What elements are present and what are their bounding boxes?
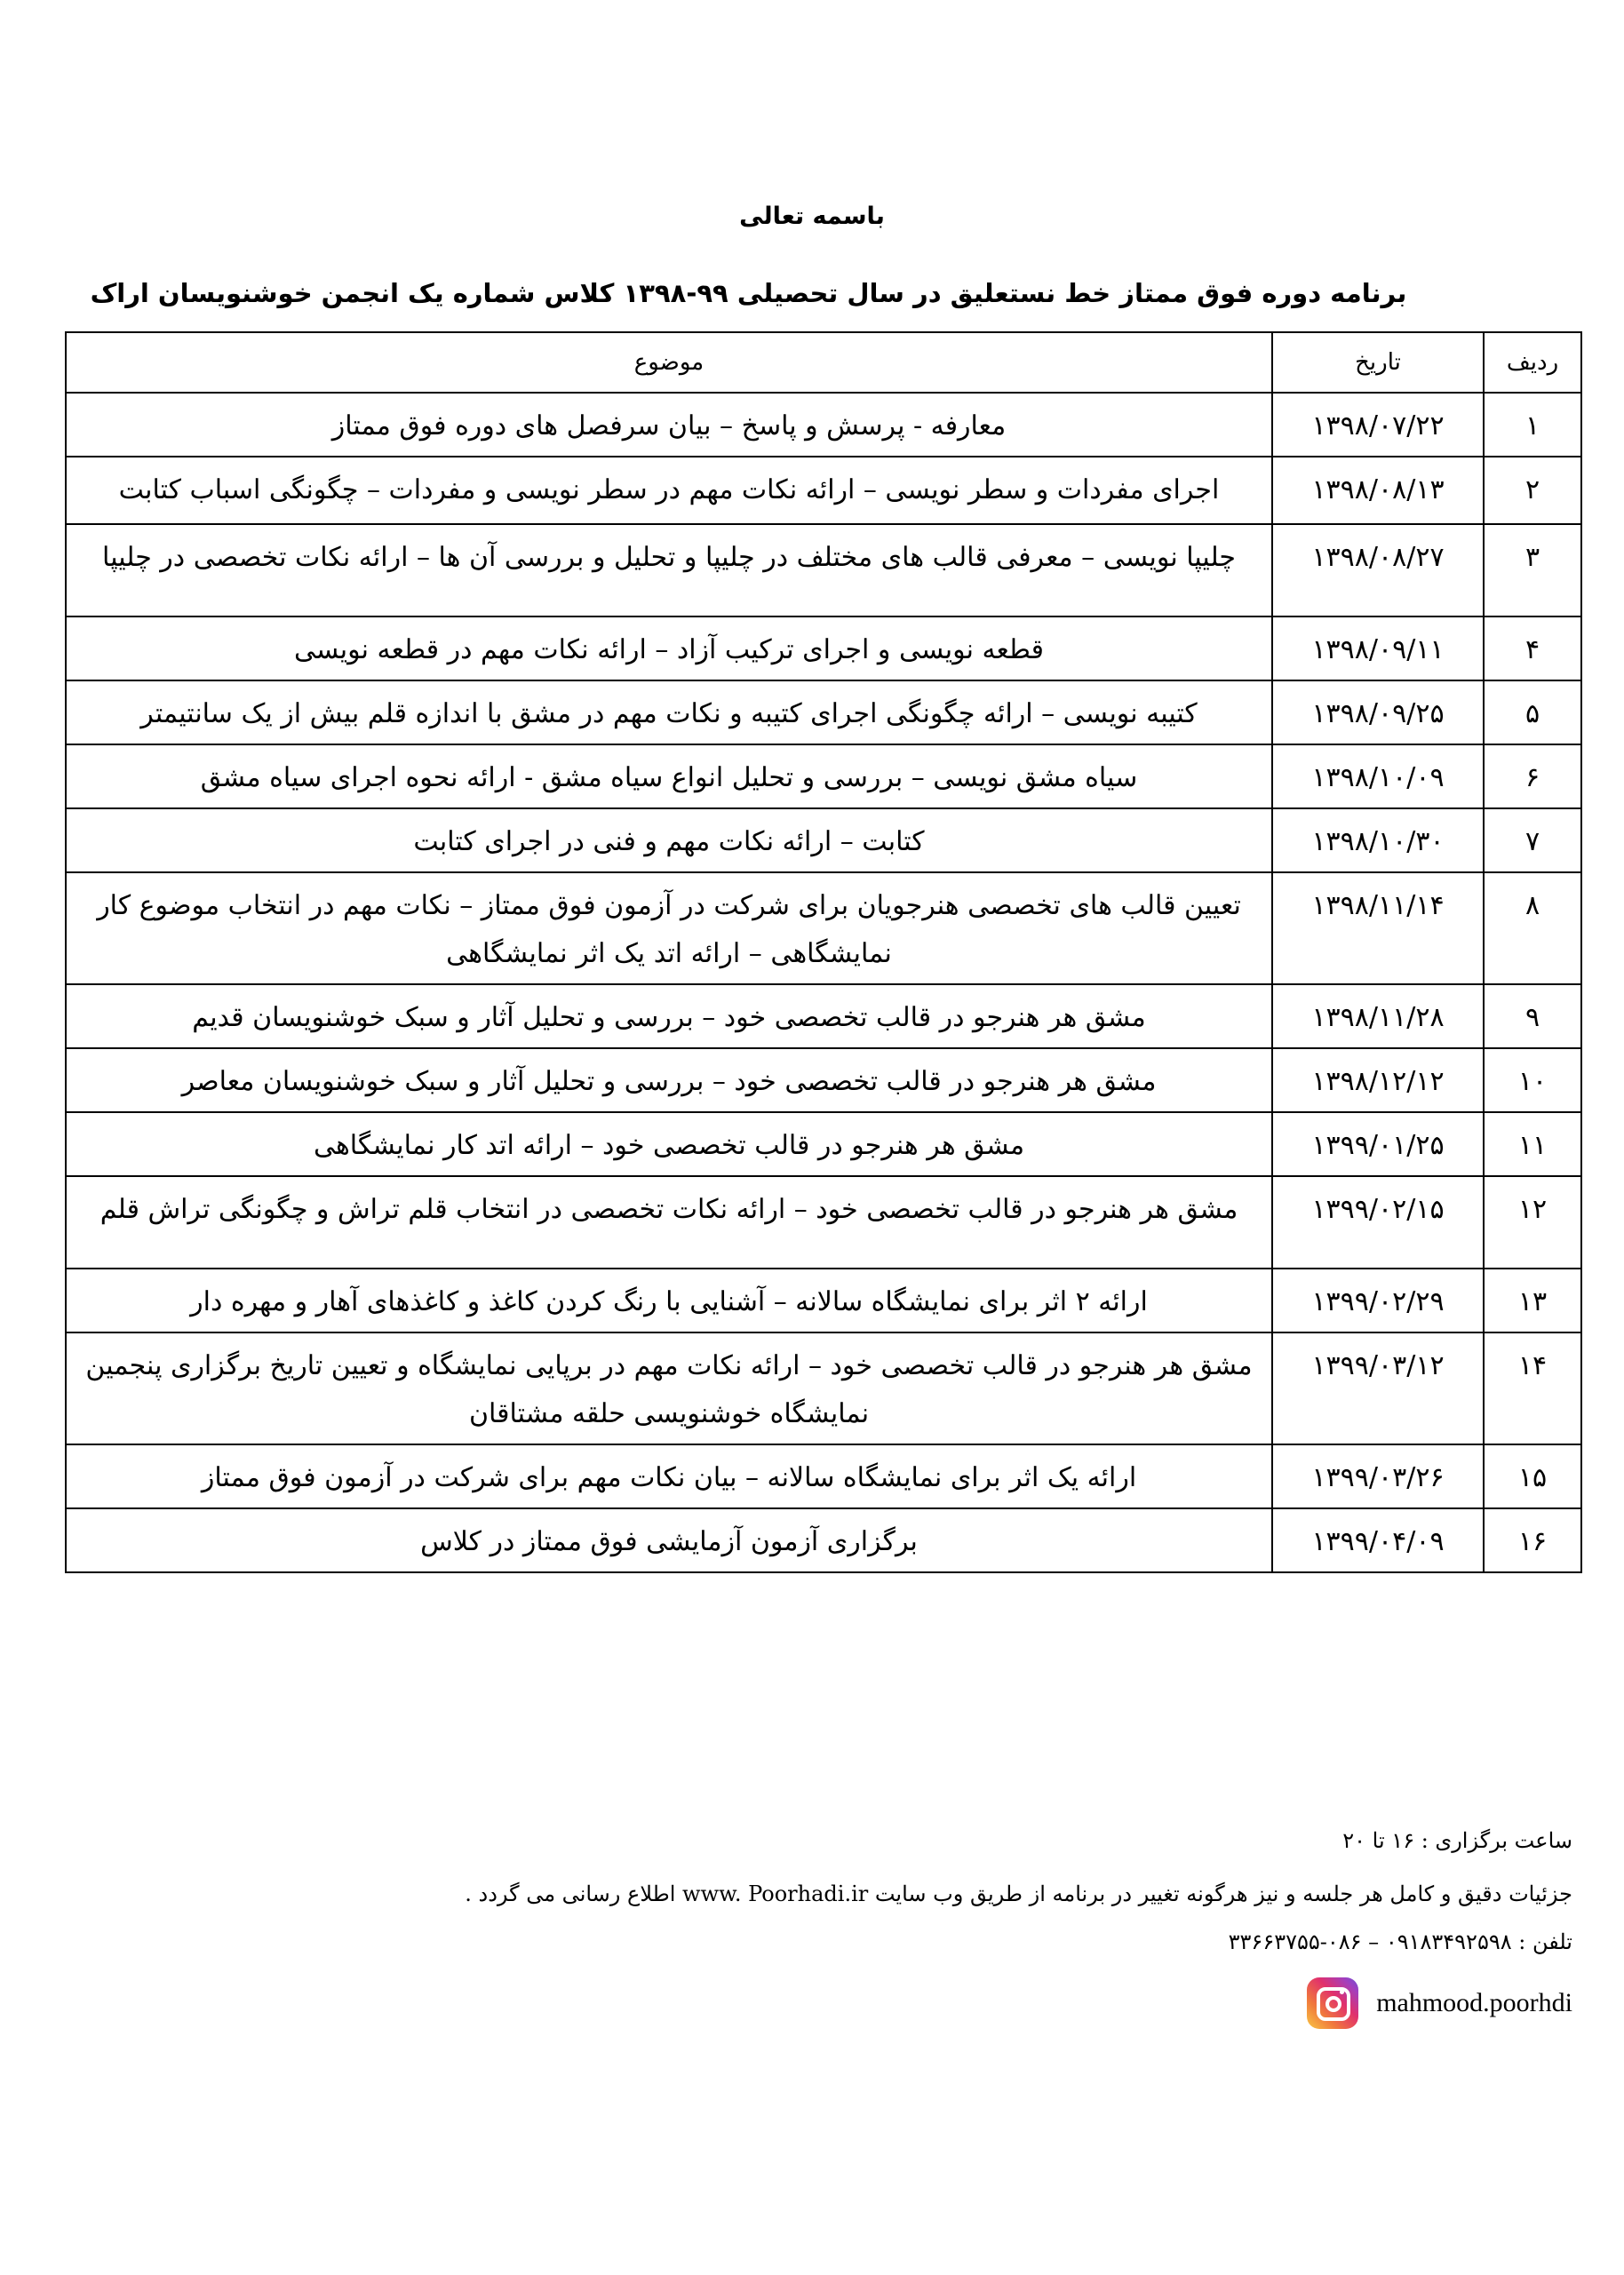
- row-number-cell: ۱۴: [1484, 1332, 1581, 1444]
- topic-cell: سیاه مشق نویسی – بررسی و تحلیل انواع سیاه مشق - ارائه نحوه اجرای سیاه مشق: [66, 744, 1272, 808]
- date-cell: ۱۳۹۸/۰۷/۲۲: [1272, 393, 1484, 457]
- table-row: [66, 1508, 1581, 1572]
- table-row: [66, 457, 1581, 524]
- date-cell: ۱۳۹۹/۰۳/۲۶: [1272, 1444, 1484, 1508]
- table-row: [66, 1269, 1581, 1332]
- date-cell: ۱۳۹۸/۱۰/۳۰: [1272, 808, 1484, 872]
- session-hours: ساعت برگزاری : ۱۶ تا ۲۰: [1342, 1828, 1572, 1853]
- date-cell: ۱۳۹۸/۱۱/۱۴: [1272, 872, 1484, 984]
- topic-cell: کتابت – ارائه نکات مهم و فنی در اجرای کتابت: [66, 808, 1272, 872]
- topic-cell: قطعه نویسی و اجرای ترکیب آزاد – ارائه نکات مهم در قطعه نویسی: [66, 616, 1272, 680]
- topic-cell: چلیپا نویسی – معرفی قالب های مختلف در چلیپا و تحلیل و بررسی آن ها – ارائه نکات تخصصی در چلیپا: [66, 524, 1272, 616]
- row-number-cell: ۲: [1484, 457, 1581, 524]
- row-number-cell: ۹: [1484, 984, 1581, 1048]
- table-row: [66, 872, 1581, 984]
- table-header-row: [66, 332, 1581, 393]
- column-header-date: تاریخ: [1272, 332, 1484, 393]
- row-number-cell: ۶: [1484, 744, 1581, 808]
- table-row: [66, 616, 1581, 680]
- table-row: [66, 984, 1581, 1048]
- date-cell: ۱۳۹۹/۰۴/۰۹: [1272, 1508, 1484, 1572]
- instagram-icon: [1307, 1977, 1358, 2029]
- topic-cell: ارائه یک اثر برای نمایشگاه سالانه – بیان نکات مهم برای شرکت در آزمون فوق ممتاز: [66, 1444, 1272, 1508]
- table-row: [66, 393, 1581, 457]
- topic-cell: برگزاری آزمون آزمایشی فوق ممتاز در کلاس: [66, 1508, 1272, 1572]
- date-cell: ۱۳۹۸/۱۲/۱۲: [1272, 1048, 1484, 1112]
- date-cell: ۱۳۹۹/۰۲/۱۵: [1272, 1176, 1484, 1269]
- date-cell: ۱۳۹۹/۰۱/۲۵: [1272, 1112, 1484, 1176]
- row-number-cell: ۸: [1484, 872, 1581, 984]
- row-number-cell: ۱: [1484, 393, 1581, 457]
- row-number-cell: ۵: [1484, 680, 1581, 744]
- table-row: [66, 680, 1581, 744]
- date-cell: ۱۳۹۹/۰۲/۲۹: [1272, 1269, 1484, 1332]
- topic-cell: مشق هر هنرجو در قالب تخصصی خود – ارائه نکات تخصصی در انتخاب قلم تراش و چگونگی تراش قلم: [66, 1176, 1272, 1269]
- topic-cell: کتیبه نویسی – ارائه چگونگی اجرای کتیبه و نکات مهم در مشق با اندازه قلم بیش از یک سانتیمتر: [66, 680, 1272, 744]
- table-row: [66, 744, 1581, 808]
- row-number-cell: ۱۱: [1484, 1112, 1581, 1176]
- column-header-topic: موضوع: [66, 332, 1272, 393]
- date-cell: ۱۳۹۹/۰۳/۱۲: [1272, 1332, 1484, 1444]
- column-header-row-number: ردیف: [1484, 332, 1581, 393]
- topic-cell: مشق هر هنرجو در قالب تخصصی خود – ارائه اتد کار نمایشگاهی: [66, 1112, 1272, 1176]
- website-notice: جزئیات دقیق و کامل هر جلسه و نیز هرگونه تغییر در برنامه از طریق وب سایت www. Poorhadi.ir اطلاع رسانی می گردد .: [465, 1881, 1572, 1906]
- topic-cell: مشق هر هنرجو در قالب تخصصی خود – بررسی و تحلیل آثار و سبک خوشنویسان معاصر: [66, 1048, 1272, 1112]
- table-row: [66, 524, 1581, 616]
- row-number-cell: ۱۵: [1484, 1444, 1581, 1508]
- topic-cell: ارائه ۲ اثر برای نمایشگاه سالانه – آشنایی با رنگ کردن کاغذ و کاغذهای آهار و مهره دار: [66, 1269, 1272, 1332]
- row-number-cell: ۱۲: [1484, 1176, 1581, 1269]
- table-row: [66, 1112, 1581, 1176]
- basmala-heading: باسمه تعالی: [739, 203, 885, 230]
- phone-numbers: تلفن : ۰۹۱۸۳۴۹۲۵۹۸ – ۰۸۶-۳۳۶۶۳۷۵۵: [1228, 1929, 1572, 1954]
- row-number-cell: ۳: [1484, 524, 1581, 616]
- table-row: [66, 808, 1581, 872]
- date-cell: ۱۳۹۸/۰۸/۱۳: [1272, 457, 1484, 524]
- date-cell: ۱۳۹۸/۱۰/۰۹: [1272, 744, 1484, 808]
- date-cell: ۱۳۹۸/۰۹/۱۱: [1272, 616, 1484, 680]
- date-cell: ۱۳۹۸/۱۱/۲۸: [1272, 984, 1484, 1048]
- row-number-cell: ۷: [1484, 808, 1581, 872]
- schedule-body: [66, 393, 1581, 1572]
- instagram-contact: [1307, 1977, 1572, 2030]
- topic-cell: مشق هر هنرجو در قالب تخصصی خود – ارائه نکات مهم در برپایی نمایشگاه و تعیین تاریخ برگزاری پنجمین نمایشگاه خوشنویسی حلقه مشتاقان: [66, 1332, 1272, 1444]
- topic-cell: مشق هر هنرجو در قالب تخصصی خود – بررسی و تحلیل آثار و سبک خوشنویسان قدیم: [66, 984, 1272, 1048]
- row-number-cell: ۱۰: [1484, 1048, 1581, 1112]
- table-row: [66, 1176, 1581, 1269]
- table-row: [66, 1444, 1581, 1508]
- topic-cell: تعیین قالب های تخصصی هنرجویان برای شرکت در آزمون فوق ممتاز – نکات مهم در انتخاب موضوع کار نمایشگاهی – ارائه اتد یک اثر نمایشگاهی: [66, 872, 1272, 984]
- instagram-handle: mahmood.poorhdi: [1376, 1988, 1572, 2017]
- table-row: [66, 1332, 1581, 1444]
- row-number-cell: ۴: [1484, 616, 1581, 680]
- row-number-cell: ۱۶: [1484, 1508, 1581, 1572]
- topic-cell: معارفه - پرسش و پاسخ – بیان سرفصل های دوره فوق ممتاز: [66, 393, 1272, 457]
- table-row: [66, 1048, 1581, 1112]
- date-cell: ۱۳۹۸/۰۸/۲۷: [1272, 524, 1484, 616]
- topic-cell: اجرای مفردات و سطر نویسی – ارائه نکات مهم در سطر نویسی و مفردات – چگونگی اسباب کتابت: [66, 457, 1272, 524]
- schedule-table: [65, 331, 1582, 1573]
- date-cell: ۱۳۹۸/۰۹/۲۵: [1272, 680, 1484, 744]
- row-number-cell: ۱۳: [1484, 1269, 1581, 1332]
- document-title: برنامه دوره فوق ممتاز خط نستعلیق در سال تحصیلی ۹۹-۱۳۹۸ کلاس شماره یک انجمن خوشنویسان اراک: [90, 278, 1407, 308]
